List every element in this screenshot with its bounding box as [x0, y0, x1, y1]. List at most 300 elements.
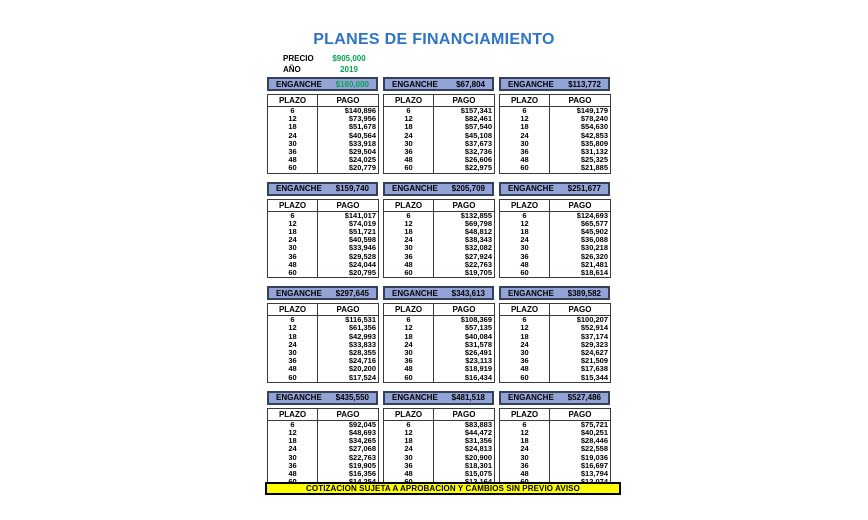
- plazo-cell: 24: [500, 132, 550, 140]
- payment-table-header-row: [384, 408, 495, 420]
- payment-table-header-row: [268, 199, 379, 211]
- plazo-cell: 30: [268, 454, 318, 462]
- plazo-cell: 6: [384, 420, 434, 429]
- pago-cell: $22,763: [348, 452, 376, 462]
- plazo-cell: 48: [500, 470, 550, 478]
- pago-cell: $29,323: [580, 339, 608, 349]
- pago-cell: $141,017: [344, 210, 376, 220]
- plazo-cell: 12: [268, 115, 318, 123]
- pago-column-header: PAGO: [318, 408, 379, 420]
- plazo-cell: 6: [384, 316, 434, 325]
- pago-cell: $40,598: [348, 235, 376, 245]
- pago-cell: $78,240: [580, 114, 608, 124]
- pago-cell: $15,344: [580, 372, 608, 382]
- pago-cell: $45,902: [580, 227, 608, 237]
- enganche-label: ENGANCHE: [276, 79, 322, 89]
- payment-table-header-row: [384, 304, 495, 316]
- enganche-value: $113,772: [568, 79, 601, 89]
- plazo-cell: 12: [268, 324, 318, 332]
- pago-cell: $16,434: [464, 372, 492, 382]
- pago-cell: $27,924: [464, 251, 492, 261]
- plazo-cell: 60: [268, 164, 318, 173]
- anio-label: AÑO: [283, 65, 301, 74]
- pago-cell: $21,509: [580, 356, 608, 366]
- plazo-cell: 30: [500, 140, 550, 148]
- enganche-label: ENGANCHE: [392, 393, 438, 403]
- plazo-cell: 6: [500, 420, 550, 429]
- enganche-value: $343,613: [451, 288, 485, 298]
- pago-cell: $27,068: [348, 444, 376, 454]
- plazo-cell: 18: [384, 333, 434, 341]
- plazo-cell: 24: [384, 445, 434, 453]
- plazo-cell: 6: [384, 211, 434, 220]
- payment-table: [499, 94, 611, 174]
- pago-cell: $69,798: [464, 218, 492, 228]
- plan-table: [499, 77, 610, 174]
- plazo-cell: 18: [268, 228, 318, 236]
- plazo-cell: 18: [268, 437, 318, 445]
- precio-value: $905,000: [332, 54, 366, 63]
- anio-row: [283, 64, 371, 75]
- plan-table: [499, 391, 610, 488]
- pago-cell: $15,075: [464, 469, 492, 479]
- enganche-value: $67,804: [456, 79, 485, 89]
- plazo-cell: 36: [268, 462, 318, 470]
- enganche-value: $297,645: [335, 288, 369, 298]
- pago-cell: $40,251: [580, 428, 608, 438]
- plazo-cell: 18: [268, 123, 318, 131]
- plazo-cell: 48: [500, 365, 550, 373]
- plazo-column-header: PLAZO: [500, 304, 550, 316]
- pago-cell: $17,524: [348, 372, 376, 382]
- plan-table: [499, 286, 610, 383]
- pago-cell: $54,630: [580, 122, 608, 132]
- pago-cell: $25,325: [580, 155, 608, 165]
- plazo-cell: 30: [500, 349, 550, 357]
- plazo-cell: 48: [268, 470, 318, 478]
- plazo-column-header: PLAZO: [500, 95, 550, 107]
- pago-cell: $28,355: [348, 348, 376, 358]
- pago-cell: $26,320: [580, 251, 608, 261]
- pago-column-header: PAGO: [434, 304, 495, 316]
- pago-cell: $29,528: [348, 251, 376, 261]
- plazo-cell: 36: [384, 253, 434, 261]
- plazo-column-header: PLAZO: [268, 199, 318, 211]
- plazo-cell: 24: [268, 445, 318, 453]
- pago-cell: $29,504: [348, 147, 376, 157]
- enganche-label: ENGANCHE: [276, 184, 322, 194]
- plazo-cell: 36: [268, 148, 318, 156]
- plazo-cell: 12: [500, 429, 550, 437]
- plazo-cell: 48: [384, 156, 434, 164]
- plan-table: [267, 182, 378, 279]
- payment-table: [499, 408, 611, 488]
- pago-cell: $33,918: [348, 138, 376, 148]
- pago-cell: $31,356: [464, 436, 492, 446]
- pago-cell: $116,531: [345, 315, 376, 325]
- enganche-value: $389,582: [567, 288, 601, 298]
- pago-column-header: PAGO: [550, 408, 611, 420]
- pago-cell: $30,218: [580, 243, 608, 253]
- plazo-cell: 12: [500, 220, 550, 228]
- plazo-cell: 24: [500, 236, 550, 244]
- plazo-cell: 36: [500, 253, 550, 261]
- pago-cell: $20,795: [348, 268, 376, 278]
- pago-cell: $31,132: [580, 147, 608, 157]
- plazo-cell: 6: [268, 107, 318, 116]
- plazo-cell: 30: [500, 244, 550, 252]
- payment-table: [383, 199, 495, 279]
- plan-row: [384, 269, 495, 278]
- plazo-cell: 24: [268, 341, 318, 349]
- plan-row: [268, 269, 379, 278]
- plazo-cell: 36: [268, 357, 318, 365]
- pago-cell: $33,833: [348, 339, 376, 349]
- plazo-cell: 60: [384, 269, 434, 278]
- plazo-column-header: PLAZO: [268, 408, 318, 420]
- plan-table: [267, 77, 378, 174]
- plan-row: [500, 374, 611, 383]
- plazo-cell: 36: [268, 253, 318, 261]
- pago-cell: $18,614: [580, 268, 608, 278]
- plazo-cell: 18: [500, 123, 550, 131]
- plan-row: [500, 269, 611, 278]
- page-title: PLANES DE FINANCIAMIENTO: [313, 31, 555, 48]
- payment-table-header-row: [384, 199, 495, 211]
- plazo-cell: 12: [500, 115, 550, 123]
- payment-table-header-row: [500, 199, 611, 211]
- enganche-header: [383, 182, 494, 196]
- plan-row: [268, 374, 379, 383]
- plazo-cell: 18: [500, 437, 550, 445]
- pago-cell: $21,481: [580, 259, 608, 269]
- payment-table: [383, 94, 495, 174]
- pago-cell: $18,301: [464, 460, 492, 470]
- pago-cell: $33,946: [348, 243, 376, 253]
- plazo-cell: 12: [268, 220, 318, 228]
- plazo-cell: 36: [500, 148, 550, 156]
- enganche-value: $251,677: [567, 184, 601, 194]
- plan-table: [383, 391, 494, 488]
- pago-cell: $24,627: [580, 348, 608, 358]
- payment-table: [499, 199, 611, 279]
- plazo-cell: 24: [500, 445, 550, 453]
- pago-cell: $19,036: [580, 452, 608, 462]
- enganche-value: $159,740: [335, 184, 369, 194]
- plazo-column-header: PLAZO: [500, 199, 550, 211]
- plazo-cell: 18: [268, 333, 318, 341]
- payment-table: [267, 303, 379, 383]
- plazo-cell: 24: [384, 341, 434, 349]
- price-info-block: [283, 53, 371, 75]
- enganche-header: [267, 182, 378, 196]
- plazo-cell: 36: [500, 357, 550, 365]
- pago-cell: $38,343: [464, 235, 492, 245]
- payment-table: [383, 303, 495, 383]
- pago-column-header: PAGO: [434, 199, 495, 211]
- plazo-cell: 6: [384, 107, 434, 116]
- pago-cell: $22,763: [464, 259, 492, 269]
- enganche-value: $527,486: [567, 393, 601, 403]
- plazo-column-header: PLAZO: [500, 408, 550, 420]
- enganche-value: $481,518: [451, 393, 485, 403]
- precio-label: PRECIO: [283, 54, 314, 63]
- plazo-cell: 30: [500, 454, 550, 462]
- pago-cell: $24,716: [348, 356, 376, 366]
- enganche-label: ENGANCHE: [508, 393, 554, 403]
- plazo-cell: 30: [384, 454, 434, 462]
- pago-cell: $13,794: [580, 469, 608, 479]
- plazo-cell: 30: [268, 140, 318, 148]
- plazo-cell: 60: [268, 374, 318, 383]
- pago-cell: $21,885: [580, 163, 608, 173]
- plan-table: [267, 391, 378, 488]
- plazo-cell: 12: [384, 324, 434, 332]
- enganche-header: [267, 391, 378, 405]
- plazo-cell: 24: [268, 132, 318, 140]
- payment-table-header-row: [500, 304, 611, 316]
- pago-cell: $108,369: [460, 315, 492, 325]
- pago-cell: $140,896: [344, 106, 376, 115]
- pago-cell: $18,919: [464, 364, 492, 374]
- enganche-value: $205,709: [451, 184, 485, 194]
- pago-column-header: PAGO: [550, 199, 611, 211]
- plazo-cell: 12: [384, 115, 434, 123]
- pago-cell: $83,883: [464, 419, 492, 429]
- pago-cell: $24,025: [348, 155, 376, 165]
- plazo-cell: 48: [500, 261, 550, 269]
- pago-cell: $74,019: [348, 218, 376, 228]
- pago-cell: $37,174: [580, 331, 608, 341]
- pago-cell: $26,606: [464, 155, 492, 165]
- payment-table-header-row: [384, 95, 495, 107]
- pago-cell: $17,638: [580, 364, 608, 374]
- pago-cell: $61,356: [348, 323, 376, 333]
- payment-table: [383, 408, 495, 488]
- pago-cell: $23,113: [465, 356, 492, 366]
- pago-cell: $132,855: [460, 210, 492, 220]
- plazo-cell: 60: [384, 374, 434, 383]
- plazo-cell: 18: [384, 437, 434, 445]
- pago-cell: $37,673: [464, 138, 492, 148]
- pago-cell: $51,678: [348, 122, 376, 132]
- anio-value: 2019: [340, 65, 358, 74]
- plazo-cell: 12: [500, 324, 550, 332]
- payment-table-header-row: [268, 304, 379, 316]
- plazo-cell: 12: [384, 220, 434, 228]
- plazo-cell: 48: [384, 365, 434, 373]
- pago-cell: $124,693: [576, 210, 608, 220]
- pago-cell: $44,472: [464, 428, 492, 438]
- pago-cell: $16,697: [580, 460, 608, 470]
- plazo-cell: 36: [384, 462, 434, 470]
- plan-table: [383, 182, 494, 279]
- enganche-header: [499, 77, 610, 91]
- pago-cell: $48,693: [348, 428, 376, 438]
- payment-table: [267, 199, 379, 279]
- pago-cell: $19,905: [348, 460, 376, 470]
- plazo-cell: 6: [500, 316, 550, 325]
- pago-cell: $100,207: [576, 315, 608, 325]
- enganche-label: ENGANCHE: [508, 79, 554, 89]
- pago-column-header: PAGO: [434, 95, 495, 107]
- plazo-cell: 30: [384, 140, 434, 148]
- pago-cell: $32,082: [464, 243, 492, 253]
- plazo-cell: 48: [268, 261, 318, 269]
- pago-column-header: PAGO: [318, 95, 379, 107]
- plan-table: [499, 182, 610, 279]
- precio-row: [283, 53, 371, 64]
- pago-cell: $20,900: [464, 452, 492, 462]
- pago-cell: $32,736: [464, 147, 492, 157]
- pago-cell: $42,993: [348, 331, 376, 341]
- plazo-cell: 48: [268, 156, 318, 164]
- payment-table-header-row: [500, 408, 611, 420]
- plazo-cell: 48: [500, 156, 550, 164]
- enganche-header: [383, 77, 494, 91]
- plazo-cell: 60: [500, 164, 550, 173]
- plazo-cell: 18: [500, 333, 550, 341]
- pago-cell: $36,088: [580, 235, 608, 245]
- plazo-column-header: PLAZO: [268, 304, 318, 316]
- pago-cell: $20,200: [348, 364, 376, 374]
- plazo-cell: 36: [384, 357, 434, 365]
- enganche-header: [499, 286, 610, 300]
- enganche-header: [267, 77, 378, 91]
- enganche-label: ENGANCHE: [276, 288, 322, 298]
- plazo-cell: 30: [268, 244, 318, 252]
- pago-cell: $24,044: [348, 259, 376, 269]
- pago-cell: $40,564: [348, 130, 376, 140]
- payment-table-header-row: [500, 95, 611, 107]
- enganche-header: [383, 391, 494, 405]
- payment-table: [499, 303, 611, 383]
- payment-table-header-row: [268, 95, 379, 107]
- pago-cell: $26,491: [464, 348, 492, 358]
- enganche-header: [267, 286, 378, 300]
- plazo-cell: 18: [500, 228, 550, 236]
- plazo-cell: 30: [268, 349, 318, 357]
- plazo-column-header: PLAZO: [384, 199, 434, 211]
- plan-table: [267, 286, 378, 383]
- plazo-column-header: PLAZO: [384, 408, 434, 420]
- pago-cell: $149,179: [576, 106, 608, 115]
- plazo-cell: 6: [500, 211, 550, 220]
- pago-cell: $22,975: [464, 163, 492, 173]
- pago-cell: $34,265: [348, 436, 376, 446]
- enganche-label: ENGANCHE: [508, 288, 554, 298]
- plan-row: [268, 164, 379, 173]
- plazo-cell: 6: [268, 211, 318, 220]
- enganche-label: ENGANCHE: [276, 393, 322, 403]
- plazo-cell: 30: [384, 244, 434, 252]
- plazo-cell: 48: [268, 365, 318, 373]
- plazo-cell: 24: [384, 132, 434, 140]
- pago-column-header: PAGO: [550, 304, 611, 316]
- enganche-header: [499, 391, 610, 405]
- plazo-column-header: PLAZO: [268, 95, 318, 107]
- plan-table: [383, 286, 494, 383]
- pago-cell: $45,108: [464, 130, 492, 140]
- pago-cell: $48,812: [464, 227, 492, 237]
- plazo-column-header: PLAZO: [384, 304, 434, 316]
- pago-cell: $65,577: [580, 218, 608, 228]
- pago-cell: $40,084: [464, 331, 492, 341]
- plazo-column-header: PLAZO: [384, 95, 434, 107]
- plazo-cell: 60: [268, 269, 318, 278]
- plazo-cell: 60: [500, 269, 550, 278]
- pago-cell: $19,705: [464, 268, 492, 278]
- pago-cell: $157,341: [460, 106, 492, 115]
- plazo-cell: 6: [268, 420, 318, 429]
- enganche-label: ENGANCHE: [392, 288, 438, 298]
- enganche-label: ENGANCHE: [392, 79, 438, 89]
- plazo-cell: 24: [268, 236, 318, 244]
- pago-cell: $92,045: [348, 419, 376, 429]
- pago-cell: $73,956: [348, 114, 376, 124]
- plazo-cell: 60: [500, 374, 550, 383]
- pago-cell: $57,540: [464, 122, 492, 132]
- plazo-cell: 24: [500, 341, 550, 349]
- plazo-cell: 36: [500, 462, 550, 470]
- plans-grid: [267, 77, 610, 488]
- plazo-cell: 12: [268, 429, 318, 437]
- plan-row: [500, 164, 611, 173]
- plazo-cell: 18: [384, 123, 434, 131]
- payment-table: [267, 408, 379, 488]
- pago-cell: $42,853: [580, 130, 608, 140]
- plazo-cell: 48: [384, 470, 434, 478]
- pago-cell: $16,356: [348, 469, 376, 479]
- pago-cell: $31,578: [464, 339, 492, 349]
- enganche-value: $160,000: [335, 79, 369, 89]
- pago-column-header: PAGO: [550, 95, 611, 107]
- pago-column-header: PAGO: [318, 199, 379, 211]
- plazo-cell: 18: [384, 228, 434, 236]
- enganche-value: $435,550: [335, 393, 369, 403]
- pago-cell: $20,779: [348, 163, 376, 173]
- disclaimer-banner: COTIZACION SUJETA A APROBACION Y CAMBIOS SIN PREVIO AVISO: [265, 482, 621, 495]
- pago-cell: $24,813: [464, 444, 492, 454]
- plazo-cell: 36: [384, 148, 434, 156]
- enganche-label: ENGANCHE: [508, 184, 554, 194]
- payment-table-header-row: [268, 408, 379, 420]
- pago-cell: $51,721: [348, 227, 376, 237]
- pago-cell: $57,135: [464, 323, 492, 333]
- plan-table: [383, 77, 494, 174]
- plazo-cell: 60: [384, 164, 434, 173]
- pago-cell: $35,809: [580, 138, 608, 148]
- plazo-cell: 12: [384, 429, 434, 437]
- pago-cell: $75,721: [580, 419, 608, 429]
- enganche-header: [383, 286, 494, 300]
- enganche-label: ENGANCHE: [392, 184, 438, 194]
- plazo-cell: 30: [384, 349, 434, 357]
- plazo-cell: 24: [384, 236, 434, 244]
- plan-row: [384, 164, 495, 173]
- payment-table: [267, 94, 379, 174]
- plazo-cell: 48: [384, 261, 434, 269]
- plazo-cell: 6: [500, 107, 550, 116]
- plan-row: [384, 374, 495, 383]
- pago-cell: $22,558: [580, 444, 608, 454]
- enganche-header: [499, 182, 610, 196]
- pago-cell: $28,446: [580, 436, 608, 446]
- plazo-cell: 6: [268, 316, 318, 325]
- pago-column-header: PAGO: [318, 304, 379, 316]
- pago-column-header: PAGO: [434, 408, 495, 420]
- pago-cell: $82,461: [464, 114, 492, 124]
